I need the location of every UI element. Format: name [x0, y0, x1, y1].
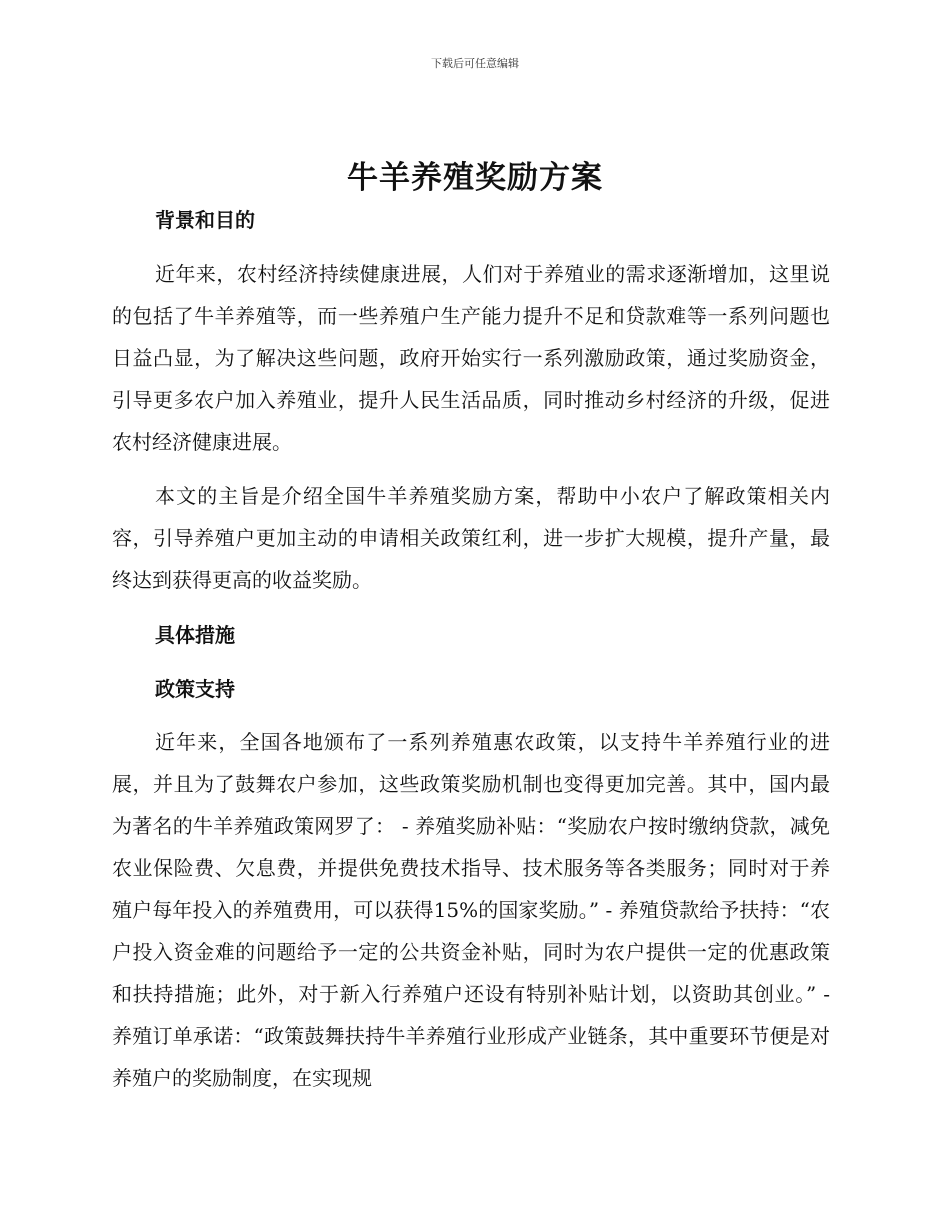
section-heading-background: 背景和目的 [155, 208, 255, 232]
section-heading-measures: 具体措施 [155, 623, 235, 647]
section-heading-policy: 政策支持 [155, 677, 235, 701]
page-header-note: 下载后可任意编辑 [431, 57, 519, 70]
paragraph-background-1: 近年来，农村经济持续健康进展，人们对于养殖业的需求逐渐增加，这里说的包括了牛羊养殖等，而一些养殖户生产能力提升不足和贷款难等一系列问题也日益凸显，为了解决这些问题，政府开始实行一系列激励政策，通过奖励资金，引导更多农户加入养殖业，提升人民生活品质，同时推动乡村经济的升级，促进农村经济健康进展。 [112, 262, 830, 454]
paragraph-policy-1: 近年来，全国各地颁布了一系列养殖惠农政策，以支持牛羊养殖行业的进展，并且为了鼓舞农户参加，这些政策奖励机制也变得更加完善。其中，国内最为著名的牛羊养殖政策网罗了： - 养殖奖励补贴：“奖励农户按时缴纳贷款，减免农业保险费、欠息费，并提供免费技术指导、技术服务等各类服务；同时对于养殖户每年投入的养殖费用，可以获得15%的国家奖励。” - 养殖贷款给予扶持：“农户投入资金难的问题给予一定的公共资金补贴，同时为农户提供一定的优惠政策和扶持措施；此外，对于新入行养殖户还设有特别补贴计划，以资助其创业。” - 养殖订单承诺：“政策鼓舞扶持牛羊养殖行业形成产业链条，其中重要环节便是对养殖户的奖励制度，在实现规 [112, 730, 830, 1090]
document-title: 牛羊养殖奖励方案 [347, 160, 603, 196]
paragraph-background-2: 本文的主旨是介绍全国牛羊养殖奖励方案，帮助中小农户了解政策相关内容，引导养殖户更加主动的申请相关政策红利，进一步扩大规模，提升产量，最终达到获得更高的收益奖励。 [112, 484, 830, 592]
document-body [112, 200, 830, 1099]
